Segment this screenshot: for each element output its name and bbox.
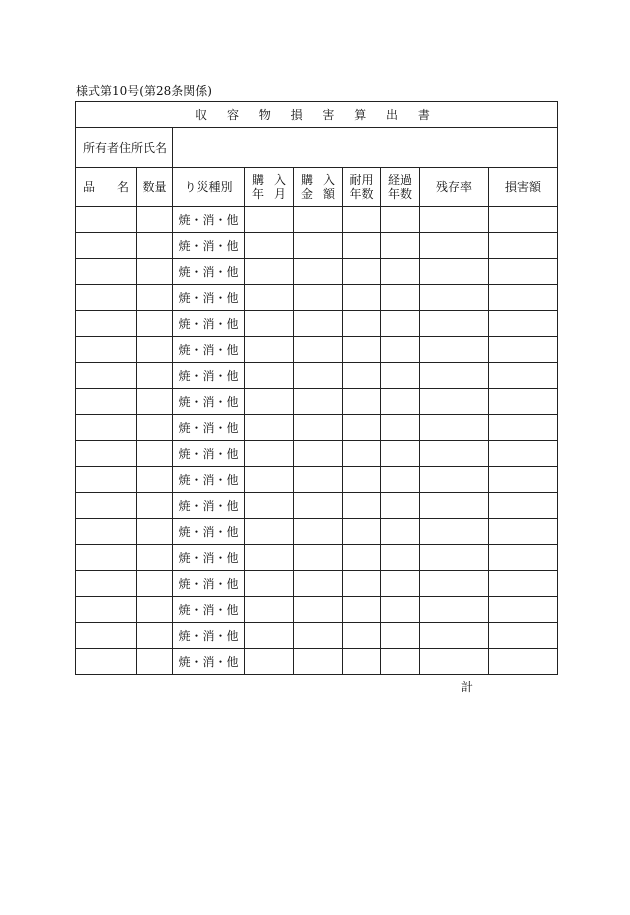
purchase-amount-cell[interactable] bbox=[294, 623, 343, 649]
quantity-cell[interactable] bbox=[137, 285, 173, 311]
damage-amount-cell[interactable] bbox=[489, 363, 558, 389]
purchase-amount-cell[interactable] bbox=[294, 285, 343, 311]
quantity-cell[interactable] bbox=[137, 623, 173, 649]
header-item-name-char-1: 品 bbox=[83, 180, 96, 194]
item-name-cell[interactable] bbox=[76, 597, 137, 623]
damage-amount-cell[interactable] bbox=[489, 259, 558, 285]
purchase-date-cell[interactable] bbox=[245, 363, 294, 389]
residual-rate-cell[interactable] bbox=[420, 415, 489, 441]
purchase-date-cell[interactable] bbox=[245, 545, 294, 571]
purchase-amount-cell[interactable] bbox=[294, 597, 343, 623]
residual-rate-cell[interactable] bbox=[420, 597, 489, 623]
purchase-amount-cell[interactable] bbox=[294, 207, 343, 233]
purchase-date-cell[interactable] bbox=[245, 571, 294, 597]
elapsed-years-cell[interactable] bbox=[381, 207, 420, 233]
disaster-type-cell: 焼・消・他 bbox=[173, 519, 245, 545]
title-row bbox=[76, 102, 558, 128]
table-row bbox=[76, 623, 558, 649]
residual-rate-cell[interactable] bbox=[420, 207, 489, 233]
purchase-date-cell[interactable] bbox=[245, 259, 294, 285]
table-row bbox=[76, 597, 558, 623]
disaster-type-cell: 焼・消・他 bbox=[173, 597, 245, 623]
damage-amount-cell[interactable] bbox=[489, 649, 558, 675]
purchase-date-cell[interactable] bbox=[245, 623, 294, 649]
item-name-cell[interactable] bbox=[76, 233, 137, 259]
damage-amount-cell[interactable] bbox=[489, 207, 558, 233]
disaster-type-cell: 焼・消・他 bbox=[173, 623, 245, 649]
residual-rate-cell[interactable] bbox=[420, 441, 489, 467]
quantity-cell[interactable] bbox=[137, 597, 173, 623]
owner-address-name-label: 所有者住所氏名 bbox=[76, 128, 173, 168]
purchase-amount-cell[interactable] bbox=[294, 415, 343, 441]
quantity-cell[interactable] bbox=[137, 649, 173, 675]
residual-rate-cell[interactable] bbox=[420, 233, 489, 259]
elapsed-years-cell[interactable] bbox=[381, 467, 420, 493]
table-row bbox=[76, 649, 558, 675]
residual-rate-cell[interactable] bbox=[420, 311, 489, 337]
disaster-type-cell: 焼・消・他 bbox=[173, 259, 245, 285]
disaster-type-cell: 焼・消・他 bbox=[173, 441, 245, 467]
total-label: 計 bbox=[461, 680, 474, 694]
header-elapsed-years bbox=[381, 168, 420, 207]
item-name-cell[interactable] bbox=[76, 337, 137, 363]
quantity-cell[interactable] bbox=[137, 519, 173, 545]
purchase-amount-cell[interactable] bbox=[294, 337, 343, 363]
elapsed-years-cell[interactable] bbox=[381, 545, 420, 571]
residual-rate-cell[interactable] bbox=[420, 363, 489, 389]
damage-amount-cell[interactable] bbox=[489, 337, 558, 363]
item-name-cell[interactable] bbox=[76, 259, 137, 285]
form-number-label: 様式第10号(第28条関係) bbox=[76, 84, 212, 98]
header-useful-life-2: 年数 bbox=[349, 187, 374, 201]
purchase-date-cell[interactable] bbox=[245, 285, 294, 311]
disaster-type-cell: 焼・消・他 bbox=[173, 337, 245, 363]
residual-rate-cell[interactable] bbox=[420, 259, 489, 285]
table-row bbox=[76, 571, 558, 597]
item-name-cell[interactable] bbox=[76, 207, 137, 233]
purchase-amount-cell[interactable] bbox=[294, 311, 343, 337]
residual-rate-cell[interactable] bbox=[420, 285, 489, 311]
residual-rate-cell[interactable] bbox=[420, 623, 489, 649]
damage-amount-cell[interactable] bbox=[489, 597, 558, 623]
damage-amount-cell[interactable] bbox=[489, 623, 558, 649]
useful-life-cell[interactable] bbox=[343, 259, 381, 285]
elapsed-years-cell[interactable] bbox=[381, 623, 420, 649]
disaster-type-cell: 焼・消・他 bbox=[173, 571, 245, 597]
item-name-cell[interactable] bbox=[76, 467, 137, 493]
disaster-type-cell: 焼・消・他 bbox=[173, 207, 245, 233]
item-name-cell[interactable] bbox=[76, 311, 137, 337]
header-disaster-type: り災種別 bbox=[173, 168, 245, 207]
damage-amount-cell[interactable] bbox=[489, 233, 558, 259]
header-elapsed-years-1: 経過 bbox=[387, 173, 412, 187]
disaster-type-cell: 焼・消・他 bbox=[173, 233, 245, 259]
elapsed-years-cell[interactable] bbox=[381, 519, 420, 545]
disaster-type-cell: 焼・消・他 bbox=[173, 649, 245, 675]
table-row bbox=[76, 207, 558, 233]
useful-life-cell[interactable] bbox=[343, 233, 381, 259]
item-name-cell[interactable] bbox=[76, 623, 137, 649]
damage-amount-cell[interactable] bbox=[489, 285, 558, 311]
purchase-amount-cell[interactable] bbox=[294, 233, 343, 259]
damage-amount-cell[interactable] bbox=[489, 571, 558, 597]
elapsed-years-cell[interactable] bbox=[381, 597, 420, 623]
table-row bbox=[76, 259, 558, 285]
useful-life-cell[interactable] bbox=[343, 519, 381, 545]
damage-amount-cell[interactable] bbox=[489, 467, 558, 493]
purchase-amount-cell[interactable] bbox=[294, 571, 343, 597]
useful-life-cell[interactable] bbox=[343, 415, 381, 441]
elapsed-years-cell[interactable] bbox=[381, 233, 420, 259]
header-purchase-amount-3: 金 bbox=[301, 187, 314, 201]
header-purchase-amount-1: 購 bbox=[301, 173, 314, 187]
useful-life-cell[interactable] bbox=[343, 649, 381, 675]
useful-life-cell[interactable] bbox=[343, 493, 381, 519]
elapsed-years-cell[interactable] bbox=[381, 441, 420, 467]
header-item-name bbox=[76, 168, 137, 207]
useful-life-cell[interactable] bbox=[343, 207, 381, 233]
table-row bbox=[76, 415, 558, 441]
damage-amount-cell[interactable] bbox=[489, 389, 558, 415]
purchase-amount-cell[interactable] bbox=[294, 259, 343, 285]
header-row bbox=[76, 168, 558, 207]
useful-life-cell[interactable] bbox=[343, 441, 381, 467]
item-name-cell[interactable] bbox=[76, 649, 137, 675]
disaster-type-cell: 焼・消・他 bbox=[173, 363, 245, 389]
item-name-cell[interactable] bbox=[76, 415, 137, 441]
elapsed-years-cell[interactable] bbox=[381, 363, 420, 389]
purchase-date-cell[interactable] bbox=[245, 311, 294, 337]
damage-amount-cell[interactable] bbox=[489, 519, 558, 545]
item-name-cell[interactable] bbox=[76, 389, 137, 415]
elapsed-years-cell[interactable] bbox=[381, 389, 420, 415]
useful-life-cell[interactable] bbox=[343, 467, 381, 493]
header-purchase-date-4: 月 bbox=[273, 187, 286, 201]
table-row bbox=[76, 363, 558, 389]
elapsed-years-cell[interactable] bbox=[381, 337, 420, 363]
purchase-amount-cell[interactable] bbox=[294, 363, 343, 389]
residual-rate-cell[interactable] bbox=[420, 337, 489, 363]
item-name-cell[interactable] bbox=[76, 545, 137, 571]
damage-amount-cell[interactable] bbox=[489, 545, 558, 571]
header-quantity: 数量 bbox=[137, 168, 173, 207]
residual-rate-cell[interactable] bbox=[420, 649, 489, 675]
elapsed-years-cell[interactable] bbox=[381, 493, 420, 519]
damage-calculation-table bbox=[75, 101, 558, 675]
residual-rate-cell[interactable] bbox=[420, 519, 489, 545]
damage-amount-cell[interactable] bbox=[489, 493, 558, 519]
header-residual-rate: 残存率 bbox=[420, 168, 489, 207]
damage-amount-cell[interactable] bbox=[489, 311, 558, 337]
residual-rate-cell[interactable] bbox=[420, 545, 489, 571]
useful-life-cell[interactable] bbox=[343, 337, 381, 363]
table-row bbox=[76, 545, 558, 571]
item-name-cell[interactable] bbox=[76, 441, 137, 467]
owner-address-name-field[interactable] bbox=[173, 128, 558, 168]
useful-life-cell[interactable] bbox=[343, 363, 381, 389]
header-damage-amount: 損害額 bbox=[489, 168, 558, 207]
item-name-cell[interactable] bbox=[76, 363, 137, 389]
purchase-date-cell[interactable] bbox=[245, 337, 294, 363]
header-purchase-date bbox=[245, 168, 294, 207]
table-row bbox=[76, 441, 558, 467]
header-elapsed-years-2: 年数 bbox=[387, 187, 412, 201]
table-row bbox=[76, 311, 558, 337]
disaster-type-cell: 焼・消・他 bbox=[173, 285, 245, 311]
purchase-date-cell[interactable] bbox=[245, 441, 294, 467]
disaster-type-cell: 焼・消・他 bbox=[173, 467, 245, 493]
quantity-cell[interactable] bbox=[137, 311, 173, 337]
document-title: 収 容 物 損 害 算 出 書 bbox=[76, 102, 558, 128]
purchase-date-cell[interactable] bbox=[245, 519, 294, 545]
purchase-date-cell[interactable] bbox=[245, 467, 294, 493]
elapsed-years-cell[interactable] bbox=[381, 311, 420, 337]
quantity-cell[interactable] bbox=[137, 467, 173, 493]
purchase-amount-cell[interactable] bbox=[294, 441, 343, 467]
quantity-cell[interactable] bbox=[137, 545, 173, 571]
item-name-cell[interactable] bbox=[76, 285, 137, 311]
quantity-cell[interactable] bbox=[137, 337, 173, 363]
owner-row bbox=[76, 128, 558, 168]
table-row bbox=[76, 285, 558, 311]
purchase-date-cell[interactable] bbox=[245, 597, 294, 623]
elapsed-years-cell[interactable] bbox=[381, 571, 420, 597]
purchase-amount-cell[interactable] bbox=[294, 389, 343, 415]
damage-amount-cell[interactable] bbox=[489, 415, 558, 441]
useful-life-cell[interactable] bbox=[343, 389, 381, 415]
header-useful-life bbox=[343, 168, 381, 207]
quantity-cell[interactable] bbox=[137, 493, 173, 519]
residual-rate-cell[interactable] bbox=[420, 389, 489, 415]
item-name-cell[interactable] bbox=[76, 519, 137, 545]
purchase-amount-cell[interactable] bbox=[294, 545, 343, 571]
disaster-type-cell: 焼・消・他 bbox=[173, 311, 245, 337]
table-row bbox=[76, 467, 558, 493]
table-row bbox=[76, 389, 558, 415]
table-row bbox=[76, 233, 558, 259]
elapsed-years-cell[interactable] bbox=[381, 259, 420, 285]
useful-life-cell[interactable] bbox=[343, 597, 381, 623]
purchase-date-cell[interactable] bbox=[245, 389, 294, 415]
residual-rate-cell[interactable] bbox=[420, 493, 489, 519]
disaster-type-cell: 焼・消・他 bbox=[173, 545, 245, 571]
header-item-name-char-2: 名 bbox=[116, 180, 129, 194]
table-row bbox=[76, 493, 558, 519]
header-purchase-amount-4: 額 bbox=[322, 187, 335, 201]
damage-amount-cell[interactable] bbox=[489, 441, 558, 467]
quantity-cell[interactable] bbox=[137, 207, 173, 233]
header-purchase-date-1: 購 bbox=[252, 173, 265, 187]
quantity-cell[interactable] bbox=[137, 233, 173, 259]
header-purchase-date-3: 年 bbox=[252, 187, 265, 201]
purchase-amount-cell[interactable] bbox=[294, 467, 343, 493]
residual-rate-cell[interactable] bbox=[420, 571, 489, 597]
elapsed-years-cell[interactable] bbox=[381, 415, 420, 441]
disaster-type-cell: 焼・消・他 bbox=[173, 493, 245, 519]
header-purchase-amount-2: 入 bbox=[322, 173, 335, 187]
header-purchase-amount bbox=[294, 168, 343, 207]
purchase-date-cell[interactable] bbox=[245, 233, 294, 259]
quantity-cell[interactable] bbox=[137, 259, 173, 285]
residual-rate-cell[interactable] bbox=[420, 467, 489, 493]
useful-life-cell[interactable] bbox=[343, 311, 381, 337]
purchase-date-cell[interactable] bbox=[245, 493, 294, 519]
useful-life-cell[interactable] bbox=[343, 285, 381, 311]
purchase-amount-cell[interactable] bbox=[294, 493, 343, 519]
purchase-date-cell[interactable] bbox=[245, 207, 294, 233]
quantity-cell[interactable] bbox=[137, 363, 173, 389]
purchase-date-cell[interactable] bbox=[245, 415, 294, 441]
quantity-cell[interactable] bbox=[137, 571, 173, 597]
disaster-type-cell: 焼・消・他 bbox=[173, 415, 245, 441]
quantity-cell[interactable] bbox=[137, 415, 173, 441]
purchase-date-cell[interactable] bbox=[245, 649, 294, 675]
table-row bbox=[76, 519, 558, 545]
header-useful-life-1: 耐用 bbox=[349, 173, 374, 187]
table-row bbox=[76, 337, 558, 363]
elapsed-years-cell[interactable] bbox=[381, 649, 420, 675]
purchase-amount-cell[interactable] bbox=[294, 519, 343, 545]
quantity-cell[interactable] bbox=[137, 441, 173, 467]
purchase-amount-cell[interactable] bbox=[294, 649, 343, 675]
disaster-type-cell: 焼・消・他 bbox=[173, 389, 245, 415]
useful-life-cell[interactable] bbox=[343, 623, 381, 649]
quantity-cell[interactable] bbox=[137, 389, 173, 415]
item-name-cell[interactable] bbox=[76, 493, 137, 519]
useful-life-cell[interactable] bbox=[343, 545, 381, 571]
elapsed-years-cell[interactable] bbox=[381, 285, 420, 311]
header-purchase-date-2: 入 bbox=[273, 173, 286, 187]
useful-life-cell[interactable] bbox=[343, 571, 381, 597]
item-name-cell[interactable] bbox=[76, 571, 137, 597]
